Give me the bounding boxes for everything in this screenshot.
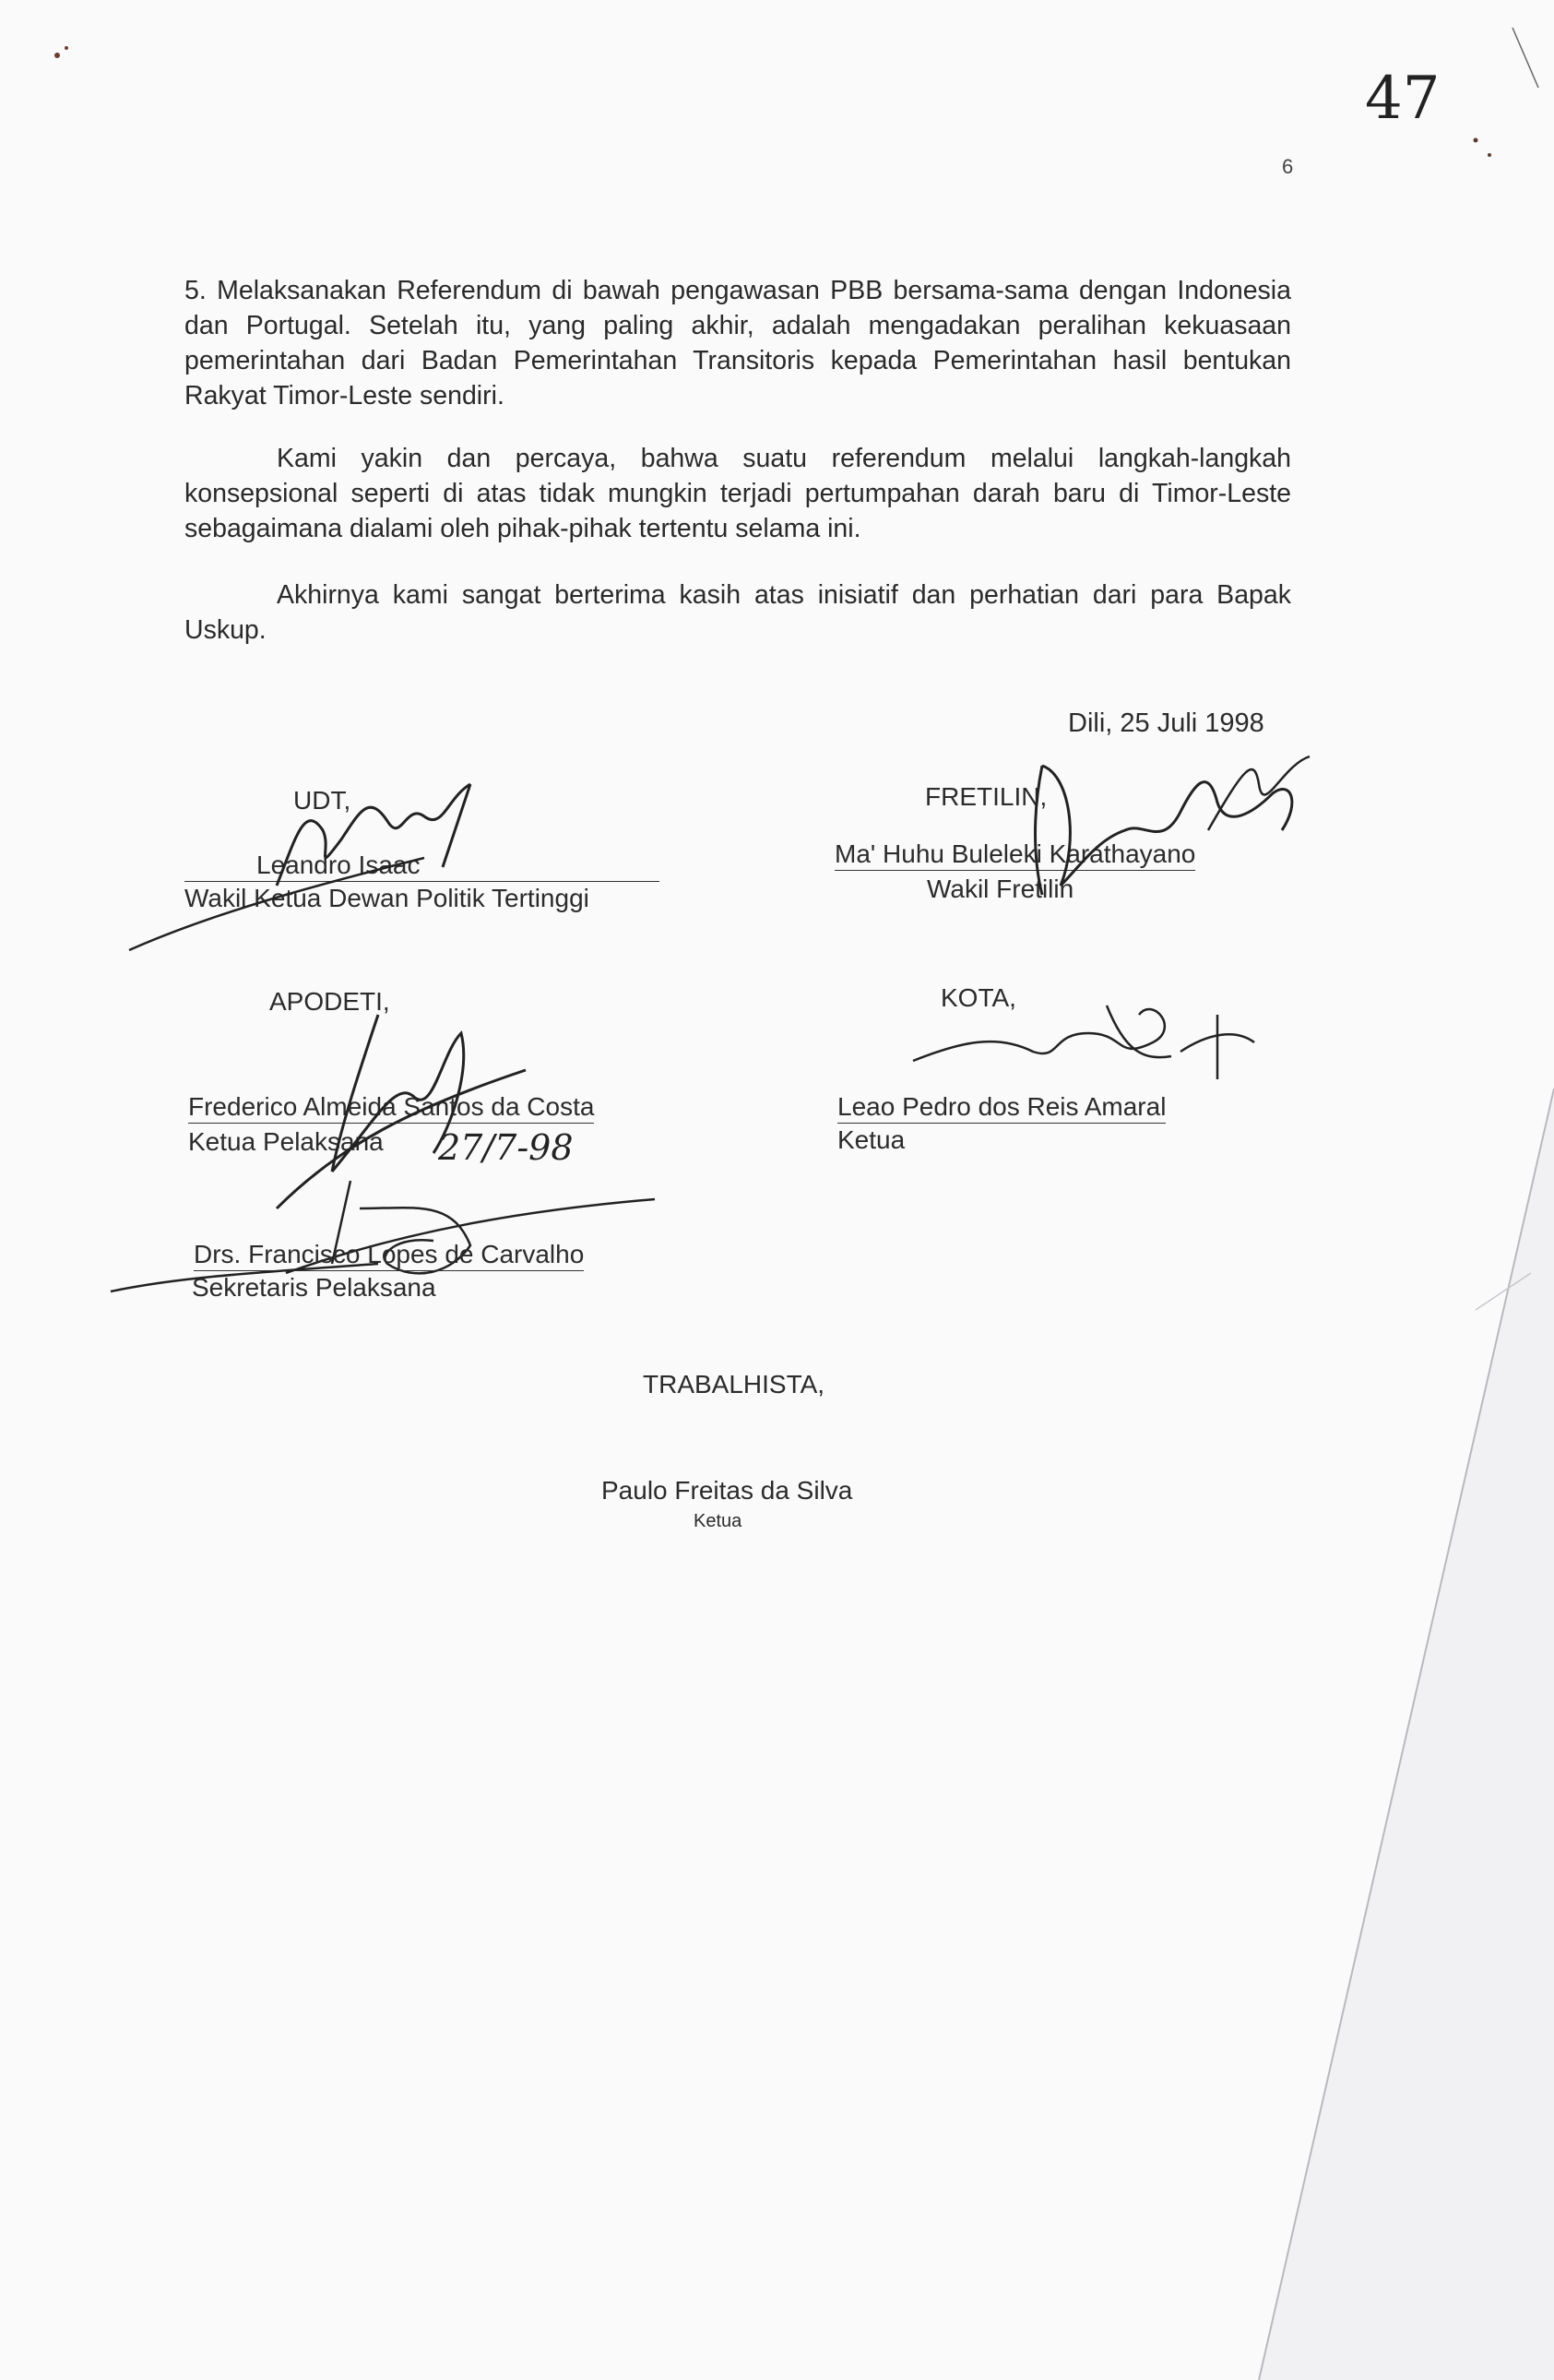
udt-org-label: UDT,	[293, 786, 351, 815]
trabalhista-org-label: TRABALHISTA,	[643, 1370, 825, 1398]
place-date: Dili, 25 Juli 1998	[1068, 708, 1264, 738]
paragraph-referendum-point-5: 5. Melaksanakan Referendum di bawah pengawasan PBB bersama-sama dengan Indonesia dan Portugal. Setelah itu, yang paling akhir, adalah mengadakan peralihan kekuasaan pemerintahan dari Badan Pemerintahan Transitoris kepada Pemerintahan hasil bentukan Rakyat Timor-Leste sendiri.	[184, 276, 1291, 411]
udt-signatory-role: Wakil Ketua Dewan Politik Tertinggi	[184, 884, 589, 912]
apodeti-signatory-role-2: Sekretaris Pelaksana	[192, 1273, 436, 1302]
apodeti-signature-2	[101, 1227, 397, 1301]
folio-number-handwritten: 47	[1365, 65, 1441, 133]
fretilin-signatory-name: Ma' Huhu Buleleki Karathayano	[835, 839, 1195, 871]
paragraph-closing: Akhirnya kami sangat berterima kasih atas inisiatif dan perhatian dari para Bapak Uskup.	[184, 580, 1291, 645]
page-number: 6	[1282, 155, 1294, 178]
trabalhista-signatory-role: Ketua	[694, 1511, 742, 1531]
udt-signature	[74, 729, 516, 959]
paragraph-conviction: Kami yakin dan percaya, bahwa suatu referendum melalui langkah-langkah konsepsional seperti di atas tidak mungkin terjadi pertumpahan darah baru di Timor-Leste sebagaimana dialami oleh pihak-pihak tertentu selama ini.	[184, 444, 1291, 543]
apodeti-org-label: APODETI,	[269, 987, 390, 1016]
fretilin-org-label: FRETILIN,	[925, 782, 1048, 811]
apodeti-signatory-name-1: Frederico Almeida Santos da Costa	[188, 1092, 594, 1124]
apodeti-signatory-name-2: Drs. Francisco Lopes de Carvalho	[194, 1240, 584, 1271]
apodeti-signatory-role-1: Ketua Pelaksana	[188, 1127, 384, 1156]
apodeti-handwritten-date: 27/7-98	[438, 1127, 574, 1168]
fretilin-signature	[978, 729, 1346, 913]
kota-signatory-name: Leao Pedro dos Reis Amaral	[837, 1092, 1166, 1124]
kota-org-label: KOTA,	[941, 983, 1016, 1012]
udt-signatory-name: Leandro Isaac	[184, 851, 659, 882]
kota-signature	[904, 978, 1291, 1089]
kota-signatory-role: Ketua	[837, 1125, 906, 1154]
fretilin-signatory-role: Wakil Fretilin	[927, 875, 1074, 903]
trabalhista-signatory-name: Paulo Freitas da Silva	[601, 1476, 853, 1505]
